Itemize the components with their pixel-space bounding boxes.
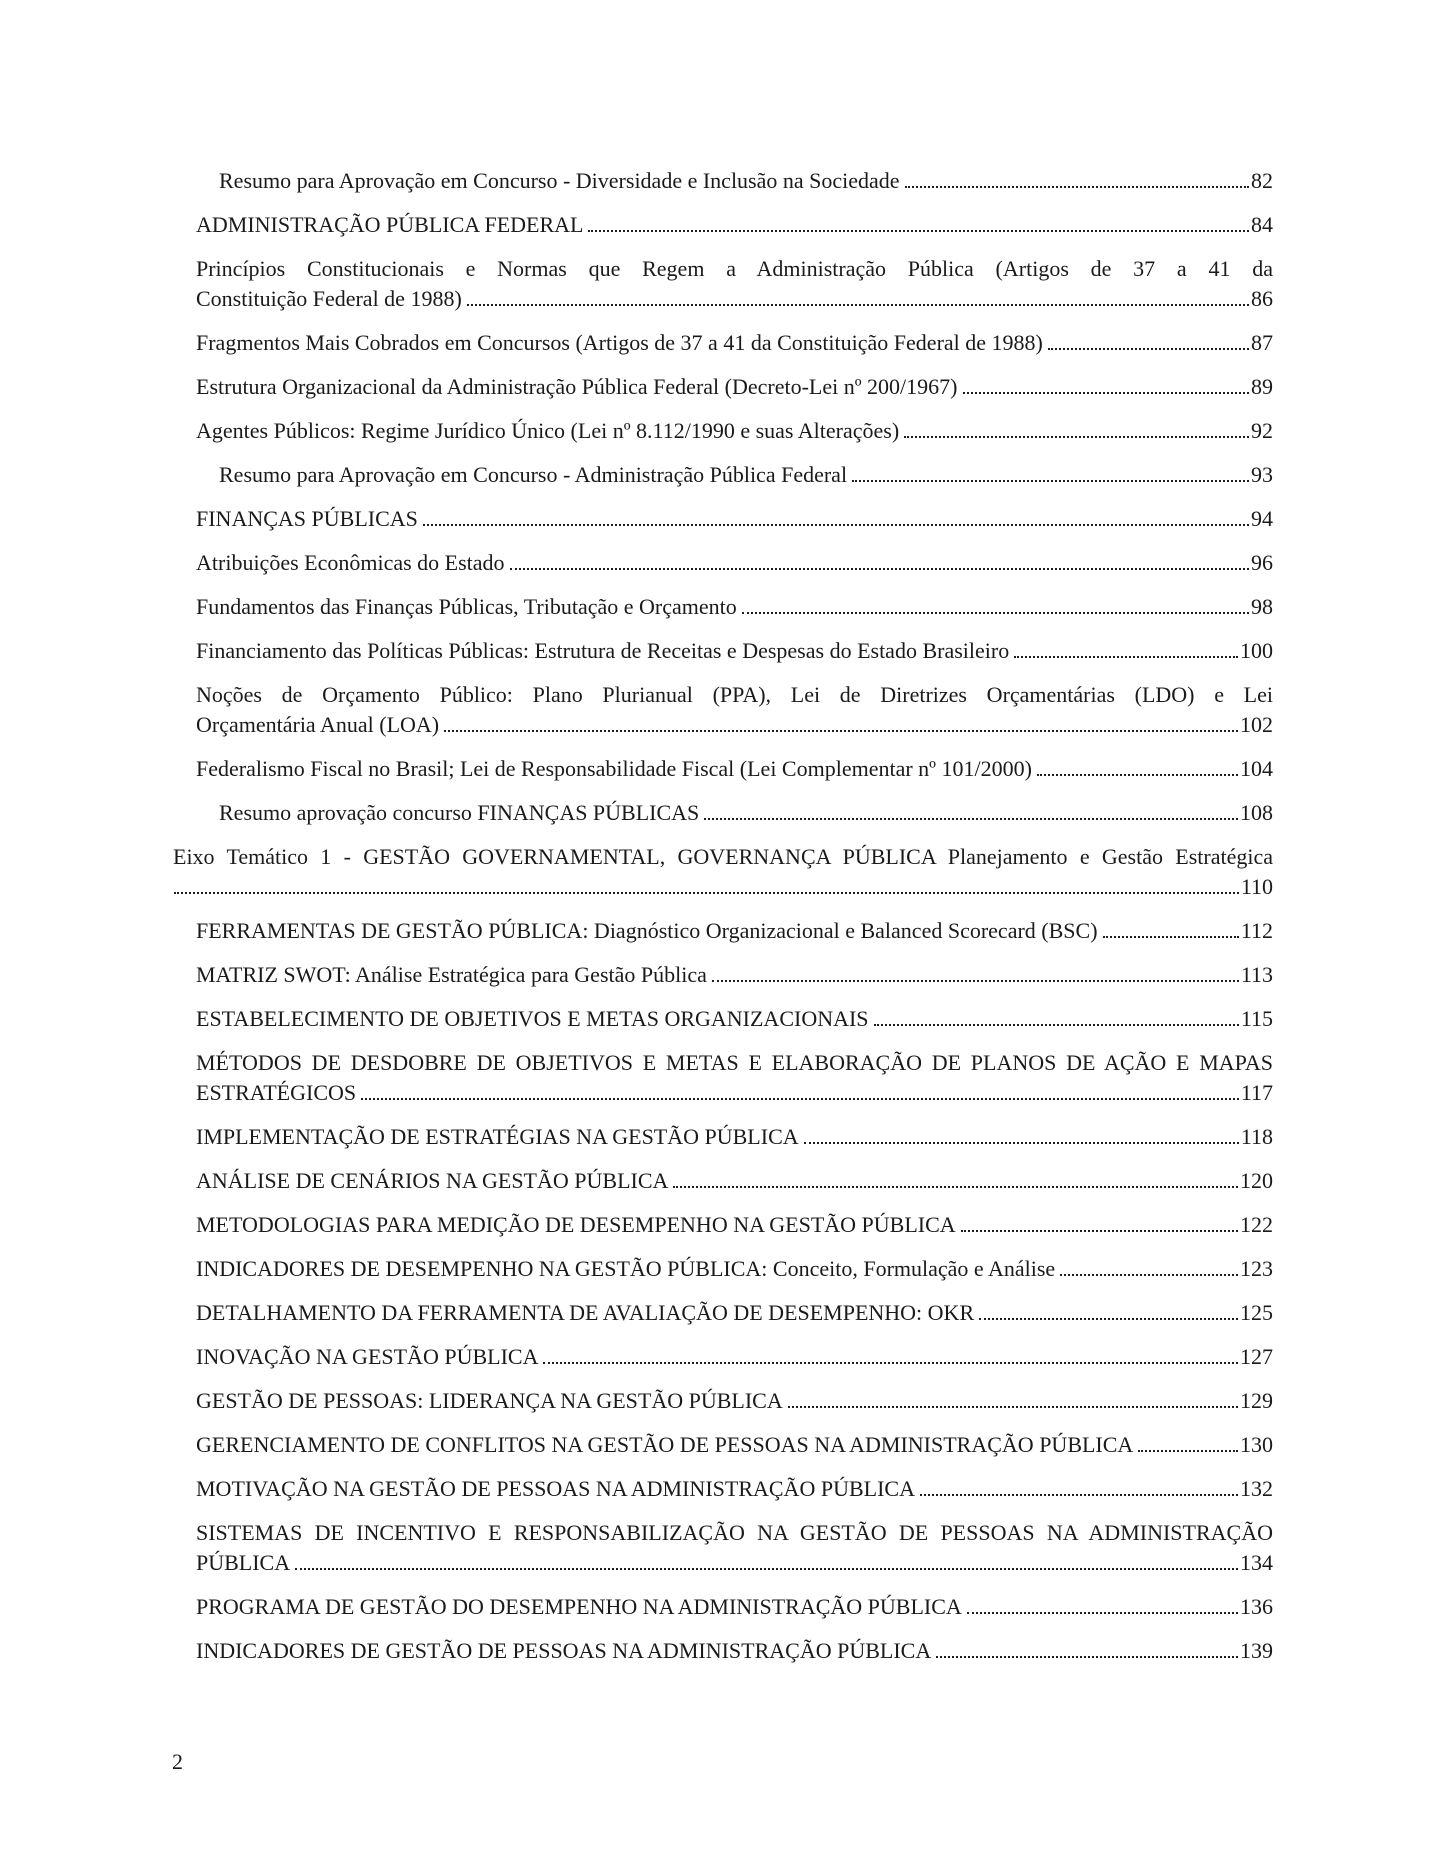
toc-page-number: 87 [1251,330,1273,355]
leader-dots [979,1306,1238,1320]
toc-page-number: 110 [1240,874,1273,899]
toc-page-number: 82 [1251,168,1273,193]
toc-entry-row [196,210,1273,240]
table-of-contents [173,166,1273,1680]
toc-entry[interactable] [173,916,1273,946]
leader-dots [1037,762,1238,776]
leader-dots [712,968,1239,982]
leader-dots [1060,1262,1238,1276]
toc-entry[interactable] [173,1210,1273,1240]
toc-entry[interactable] [173,1166,1273,1196]
toc-entry[interactable] [173,1518,1273,1578]
toc-entry-row [196,284,1273,314]
toc-page-number: 127 [1240,1344,1273,1369]
leader-dots [174,880,1239,894]
toc-page-number: 108 [1240,800,1273,825]
toc-entry-title: Fundamentos das Finanças Públicas, Tributação e Orçamento [196,594,737,619]
toc-entry-title: PROGRAMA DE GESTÃO DO DESEMPENHO NA ADMINISTRAÇÃO PÚBLICA [196,1594,962,1619]
toc-entry-title: ADMINISTRAÇÃO PÚBLICA FEDERAL [196,212,584,237]
toc-entry-row [196,710,1273,740]
leader-dots [967,1600,1238,1614]
toc-entry-title: MOTIVAÇÃO NA GESTÃO DE PESSOAS NA ADMINISTRAÇÃO PÚBLICA [196,1476,915,1501]
toc-entry-row [196,1430,1273,1460]
toc-page-number: 118 [1240,1124,1273,1149]
leader-dots [936,1644,1238,1658]
toc-page-number: 136 [1240,1594,1273,1619]
toc-entry-title: PÚBLICA [196,1550,291,1575]
leader-dots [874,1012,1239,1026]
toc-page-number: 117 [1240,1080,1273,1105]
toc-entry-row [196,636,1273,666]
toc-entry[interactable] [173,680,1273,740]
toc-page-number: 86 [1251,286,1273,311]
toc-entry-title: Resumo aprovação concurso FINANÇAS PÚBLICAS [219,800,700,825]
leader-dots [963,380,1250,394]
toc-entry[interactable] [173,960,1273,990]
toc-entry-title: IMPLEMENTAÇÃO DE ESTRATÉGIAS NA GESTÃO PÚBLICA [196,1124,799,1149]
toc-entry-row [219,798,1273,828]
toc-entry[interactable] [173,416,1273,446]
toc-entry-title: ANÁLISE DE CENÁRIOS NA GESTÃO PÚBLICA [196,1168,669,1193]
toc-entry[interactable] [173,1474,1273,1504]
toc-entry-row [196,1298,1273,1328]
toc-page-number: 104 [1240,756,1273,781]
toc-entry-row [196,1342,1273,1372]
leader-dots [905,174,1249,188]
toc-entry-row [196,1474,1273,1504]
leader-dots [361,1086,1239,1100]
toc-entry-row [196,548,1273,578]
leader-dots [1014,644,1238,658]
leader-dots [788,1394,1238,1408]
toc-page-number: 123 [1240,1256,1273,1281]
toc-page-number: 84 [1251,212,1273,237]
toc-page-number: 102 [1240,712,1273,737]
toc-entry-row [196,592,1273,622]
toc-entry[interactable] [173,754,1273,784]
toc-entry-row [196,328,1273,358]
toc-page-number: 132 [1240,1476,1273,1501]
toc-page-number: 122 [1240,1212,1273,1237]
toc-page-number: 98 [1251,594,1273,619]
leader-dots [423,512,1249,526]
toc-entry[interactable] [173,636,1273,666]
toc-page-number: 120 [1240,1168,1273,1193]
toc-entry[interactable] [173,798,1273,828]
toc-entry[interactable] [173,1298,1273,1328]
toc-entry-text-line1: Eixo Temático 1 - GESTÃO GOVERNAMENTAL, GOVERNANÇA PÚBLICA Planejamento e Gestão Estratégica [173,844,1273,869]
leader-dots [467,292,1249,306]
leader-dots [295,1556,1238,1570]
toc-entry[interactable] [173,328,1273,358]
toc-entry[interactable] [173,548,1273,578]
toc-entry-title: FINANÇAS PÚBLICAS [196,506,418,531]
toc-entry[interactable] [173,1342,1273,1372]
toc-entry-row [196,754,1273,784]
toc-entry[interactable] [173,210,1273,240]
toc-page-number: 113 [1240,962,1273,987]
toc-entry[interactable] [173,842,1273,902]
leader-dots [444,718,1238,732]
toc-entry-title: Atribuições Econômicas do Estado [196,550,505,575]
toc-entry-text-line1: MÉTODOS DE DESDOBRE DE OBJETIVOS E METAS E ELABORAÇÃO DE PLANOS DE AÇÃO E MAPAS [196,1050,1273,1075]
toc-entry[interactable] [173,1122,1273,1152]
toc-entry[interactable] [173,1430,1273,1460]
toc-page-number: 125 [1240,1300,1273,1325]
toc-entry-title: METODOLOGIAS PARA MEDIÇÃO DE DESEMPENHO NA GESTÃO PÚBLICA [196,1212,956,1237]
toc-entry-row [196,916,1273,946]
toc-page-number: 96 [1251,550,1273,575]
toc-entry-text-line1: SISTEMAS DE INCENTIVO E RESPONSABILIZAÇÃO NA GESTÃO DE PESSOAS NA ADMINISTRAÇÃO [196,1520,1273,1545]
toc-entry-row [196,1004,1273,1034]
toc-entry-text-line1: Noções de Orçamento Público: Plano Plurianual (PPA), Lei de Diretrizes Orçamentárias (LDO) e Lei [196,682,1273,707]
toc-entry-title: GERENCIAMENTO DE CONFLITOS NA GESTÃO DE PESSOAS NA ADMINISTRAÇÃO PÚBLICA [196,1432,1134,1457]
footer-page-number: 2 [172,1749,183,1774]
toc-entry-title: MATRIZ SWOT: Análise Estratégica para Gestão Pública [196,962,707,987]
toc-page-number: 115 [1240,1006,1273,1031]
toc-page-number: 134 [1240,1550,1273,1575]
toc-entry-row [196,1122,1273,1152]
leader-dots [673,1174,1238,1188]
leader-dots [543,1350,1238,1364]
toc-entry-row [196,1254,1273,1284]
toc-page-number: 94 [1251,506,1273,531]
toc-entry-row [196,1166,1273,1196]
toc-entry-title: INDICADORES DE GESTÃO DE PESSOAS NA ADMINISTRAÇÃO PÚBLICA [196,1638,932,1663]
toc-entry-title: Estrutura Organizacional da Administração Pública Federal (Decreto-Lei nº 200/1967) [196,374,958,399]
toc-entry-row [196,1210,1273,1240]
toc-entry-title: Federalismo Fiscal no Brasil; Lei de Responsabilidade Fiscal (Lei Complementar nº 101/2000) [196,756,1032,781]
toc-entry-row [196,1548,1273,1578]
toc-page-number: 92 [1251,418,1273,443]
toc-entry-title: Orçamentária Anual (LOA) [196,712,440,737]
toc-entry[interactable] [173,1254,1273,1284]
toc-entry-row [219,166,1273,196]
toc-entry[interactable] [173,254,1273,314]
toc-entry-row [173,872,1273,902]
toc-entry-row [196,960,1273,990]
toc-entry-title: Agentes Públicos: Regime Jurídico Único (Lei nº 8.112/1990 e suas Alterações) [196,418,900,443]
leader-dots [804,1130,1239,1144]
leader-dots [904,424,1249,438]
toc-page-number: 129 [1240,1388,1273,1413]
toc-entry[interactable] [173,372,1273,402]
toc-entry[interactable] [173,1386,1273,1416]
page-footer [172,1747,183,1777]
leader-dots [852,468,1249,482]
toc-entry[interactable] [173,460,1273,490]
toc-entry-title: ESTABELECIMENTO DE OBJETIVOS E METAS ORGANIZACIONAIS [196,1006,869,1031]
leader-dots [961,1218,1238,1232]
toc-entry-title: Constituição Federal de 1988) [196,286,462,311]
toc-entry-row [196,1078,1273,1108]
toc-entry-row [196,372,1273,402]
leader-dots [1103,924,1239,938]
toc-entry-row [219,460,1273,490]
toc-page-number: 93 [1251,462,1273,487]
toc-entry-title: Resumo para Aprovação em Concurso - Administração Pública Federal [219,462,848,487]
toc-page-number: 89 [1251,374,1273,399]
toc-entry-row [196,504,1273,534]
toc-page-number: 130 [1240,1432,1273,1457]
toc-entry-title: Financiamento das Políticas Públicas: Estrutura de Receitas e Despesas do Estado Brasileiro [196,638,1010,663]
leader-dots [588,218,1249,232]
toc-entry-title: INDICADORES DE DESEMPENHO NA GESTÃO PÚBLICA: Conceito, Formulação e Análise [196,1256,1056,1281]
toc-entry-row [196,1636,1273,1666]
toc-page-number: 112 [1240,918,1273,943]
toc-entry[interactable] [173,1636,1273,1666]
toc-entry-title: Fragmentos Mais Cobrados em Concursos (Artigos de 37 a 41 da Constituição Federal de 1988) [196,330,1043,355]
toc-page-number: 139 [1240,1638,1273,1663]
leader-dots [1138,1438,1238,1452]
toc-entry[interactable] [173,1592,1273,1622]
toc-entry[interactable] [173,1004,1273,1034]
toc-entry-title: FERRAMENTAS DE GESTÃO PÚBLICA: Diagnóstico Organizacional e Balanced Scorecard (BSC) [196,918,1098,943]
toc-page-number: 100 [1240,638,1273,663]
toc-entry-title: Resumo para Aprovação em Concurso - Diversidade e Inclusão na Sociedade [219,168,900,193]
toc-entry[interactable] [173,1048,1273,1108]
toc-entry[interactable] [173,504,1273,534]
toc-entry-row [196,1386,1273,1416]
leader-dots [742,600,1249,614]
toc-entry-row [196,416,1273,446]
toc-entry-title: DETALHAMENTO DA FERRAMENTA DE AVALIAÇÃO DE DESEMPENHO: OKR [196,1300,975,1325]
leader-dots [510,556,1249,570]
leader-dots [704,806,1238,820]
toc-entry-text-line1: Princípios Constitucionais e Normas que Regem a Administração Pública (Artigos de 37 a 41 da [196,256,1273,281]
toc-entry-title: ESTRATÉGICOS [196,1080,357,1105]
toc-entry[interactable] [173,592,1273,622]
toc-entry[interactable] [173,166,1273,196]
toc-entry-title: GESTÃO DE PESSOAS: LIDERANÇA NA GESTÃO PÚBLICA [196,1388,783,1413]
toc-entry-row [196,1592,1273,1622]
leader-dots [1048,336,1249,350]
leader-dots [920,1482,1238,1496]
toc-entry-title: INOVAÇÃO NA GESTÃO PÚBLICA [196,1344,539,1369]
